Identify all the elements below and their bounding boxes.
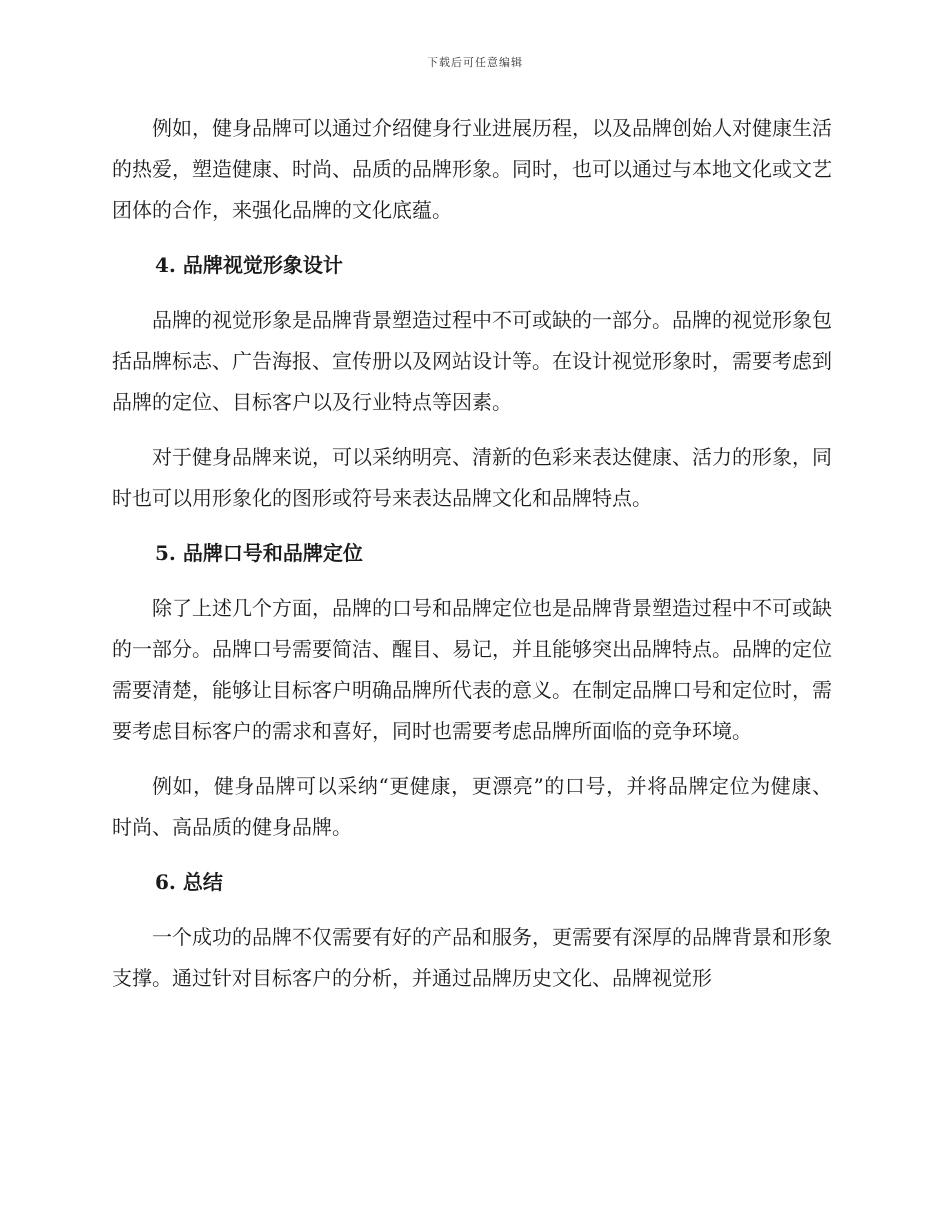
paragraph-slogan-example: 例如，健身品牌可以采纳“更健康，更漂亮”的口号，并将品牌定位为健康、时尚、高品质的健身品牌。 [112, 774, 832, 839]
page-header: 下载后可任意编辑 [427, 56, 523, 69]
section-heading-slogan-positioning: 5. 品牌口号和品牌定位 [155, 541, 363, 565]
paragraph-visual-identity-example: 对于健身品牌来说，可以采纳明亮、清新的色彩来表达健康、活力的形象，同时也可以用形象化的图形或符号来表达品牌文化和品牌特点。 [112, 445, 832, 510]
section-heading-summary: 6. 总结 [155, 870, 223, 894]
paragraph-summary: 一个成功的品牌不仅需要有好的产品和服务，更需要有深厚的品牌背景和形象支撑。通过针对目标客户的分析，并通过品牌历史文化、品牌视觉形 [112, 925, 832, 990]
paragraph-brand-culture-example: 例如，健身品牌可以通过介绍健身行业进展历程，以及品牌创始人对健康生活的热爱，塑造健康、时尚、品质的品牌形象。同时，也可以通过与本地文化或文艺团体的合作，来强化品牌的文化底蕴。 [112, 116, 832, 222]
section-heading-visual-identity: 4. 品牌视觉形象设计 [155, 253, 343, 277]
document-body [112, 108, 832, 1013]
paragraph-visual-identity: 品牌的视觉形象是品牌背景塑造过程中不可或缺的一部分。品牌的视觉形象包括品牌标志、广告海报、宣传册以及网站设计等。在设计视觉形象时，需要考虑到品牌的定位、目标客户以及行业特点等因素。 [112, 308, 832, 414]
paragraph-slogan-positioning: 除了上述几个方面，品牌的口号和品牌定位也是品牌背景塑造过程中不可或缺的一部分。品牌口号需要简洁、醒目、易记，并且能够突出品牌特点。品牌的定位需要清楚，能够让目标客户明确品牌所代表的意义。在制定品牌口号和定位时，需要考虑目标客户的需求和喜好，同时也需要考虑品牌所面临的竞争环境。 [112, 596, 832, 743]
